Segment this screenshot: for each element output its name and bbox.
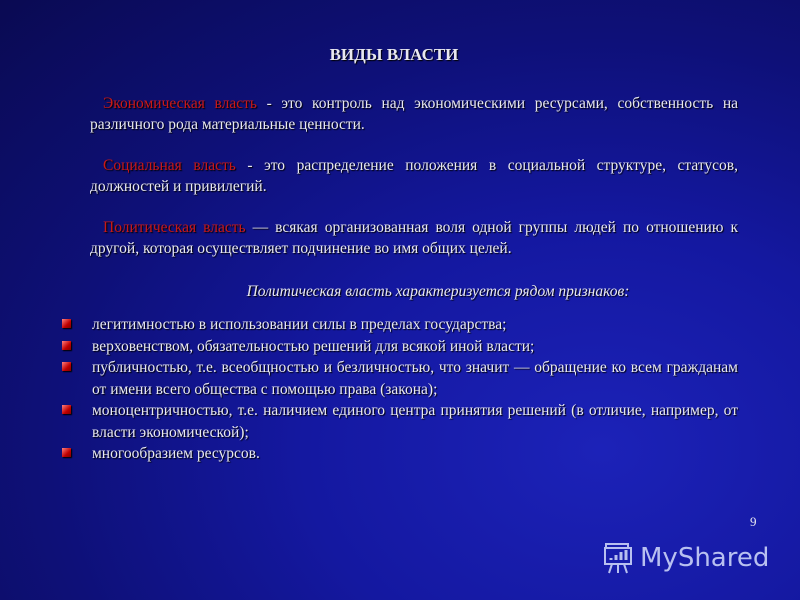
list-item	[60, 314, 738, 336]
bullet-list	[60, 314, 738, 465]
list-item	[60, 357, 738, 400]
bullet-square-icon	[62, 448, 71, 457]
term: Социальная власть	[103, 157, 236, 174]
slide-title: ВИДЫ ВЛАСТИ	[329, 45, 459, 64]
definition: - это распределение положения в социальной структуре, статусов, должностей и привилегий.	[90, 157, 738, 195]
subtitle: Политическая власть характеризуется рядом признаков:	[246, 283, 630, 300]
list-item	[60, 443, 738, 465]
list-item-text: моноцентричностью, т.е. наличием единого центра принятия решений (в отличие, например, от власти экономической);	[92, 402, 738, 441]
list-item-text: верховенством, обязательностью решений для всякой иной власти;	[92, 337, 535, 355]
slide-content	[90, 93, 738, 465]
paragraph-political-power	[90, 217, 738, 259]
list-item-text: многообразием ресурсов.	[92, 445, 260, 462]
bullet-square-icon	[62, 405, 71, 414]
list-item-text: публичностью, т.е. всеобщностью и безличностью, что значит — обращение ко всем гражданам от имени всего общества с помощью права (закона);	[92, 359, 738, 398]
bullet-square-icon	[62, 362, 71, 371]
paragraph-economic-power	[90, 93, 738, 135]
definition: — всякая организованная воля одной группы людей по отношению к другой, которая осуществляет подчинение во имя общих целей.	[90, 219, 738, 257]
definition: - это контроль над экономическими ресурсами, собственность на различного рода материальные ценности.	[90, 95, 738, 133]
list-item-text: легитимностью в использовании силы в пределах государства;	[92, 316, 507, 333]
page-number: 9	[750, 514, 757, 529]
watermark-logo	[600, 540, 769, 576]
bullet-square-icon	[62, 319, 71, 328]
presentation-board-icon	[600, 540, 636, 576]
bullet-square-icon	[62, 341, 71, 350]
term: Политическая власть	[103, 219, 246, 236]
list-item	[60, 336, 738, 358]
paragraph-social-power	[90, 155, 738, 197]
list-item	[60, 400, 738, 443]
term: Экономическая власть	[103, 95, 257, 112]
watermark-text: MyShared	[640, 543, 770, 573]
